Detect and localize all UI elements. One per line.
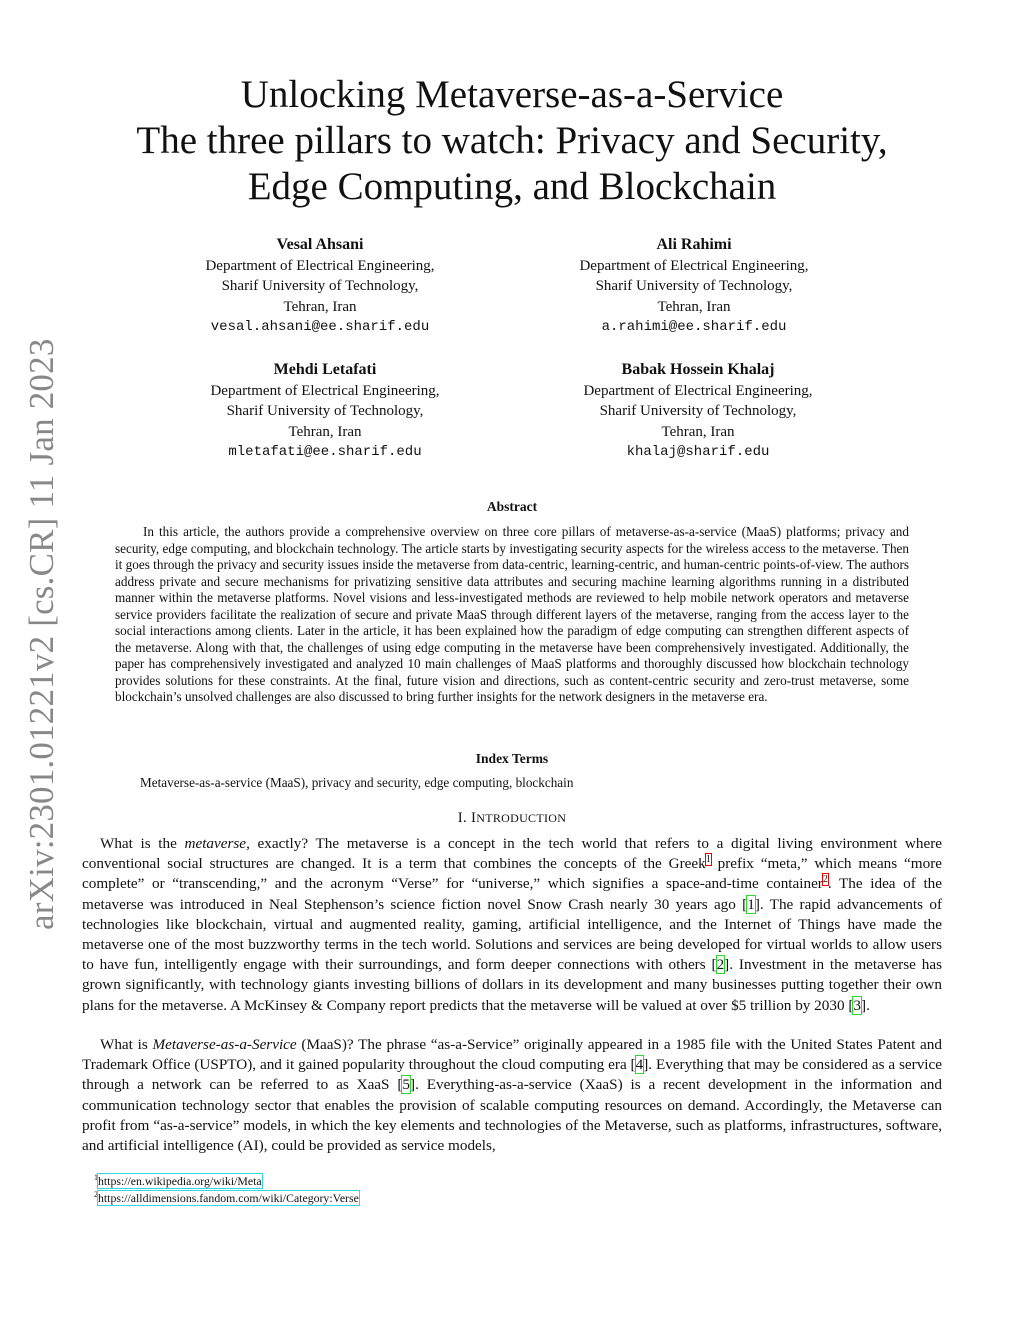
- author-department: Department of Electrical Engineering,: [205, 257, 435, 274]
- author-name: Babak Hossein Khalaj: [621, 361, 775, 378]
- text-run: ]. Investment in the metaverse has grown significantly, with technology giants investing billions of dollars in its development and many businesses putting together their own plans for the metaverse. A McKinsey & Company report predicts that the metaverse will be valued at over $5 trillion by 2030 [: [82, 956, 942, 1014]
- text-run: What is the: [100, 835, 185, 852]
- author-department: Department of Electrical Engineering,: [579, 257, 809, 274]
- abstract-text: In this article, the authors provide a comprehensive overview on three core pillars of metaverse-as-a-service (MaaS) platforms; privacy and security, edge computing, and blockchain technology. The article starts by investigating security aspects for the wireless access to the metaverse. Then it goes through the privacy and security issues inside the metaverse from data-centric, learning-centric, and human-centric points-of-view. The authors address private and secure mechanisms for privatizing sensitive data attributes and securing machine learning algorithms running in a distributed manner within the metaverse platforms. Novel visions and less-investigated methods are reviewed to help mobile network operators and metaverse service providers facilitate the realization of secure and private MaaS through different layers of the metaverse, ranging from the access layer to the social interactions among clients. Later in the article, it has been explained how the paradigm of edge computing can strengthen different aspects of the metaverse. Along with that, the challenges of using edge computing in the metaverse have been comprehensively investigated. Additionally, the paper has comprehensively investigated and analyzed 10 main challenges of MaaS platforms and thoroughly discussed how blockchain technology provides solutions for these constraints. At the final, future vision and directions, such as content-centric security and zero-trust metaverse, some blockchain’s unsolved challenges are also discussed to bring further insights for the network designers in the metaverse era.: [115, 524, 909, 705]
- author-university: Sharif University of Technology,: [226, 403, 424, 420]
- author-email: a.rahimi@ee.sharif.edu: [601, 319, 787, 336]
- author-university: Sharif University of Technology,: [595, 278, 793, 295]
- index-terms-heading: Index Terms: [475, 751, 549, 766]
- footnote-ref-link[interactable]: 2: [822, 874, 828, 886]
- author-city: Tehran, Iran: [288, 423, 362, 440]
- author-email: khalaj@sharif.edu: [626, 444, 770, 461]
- intro-paragraph: [82, 834, 942, 1016]
- footnote-number: 1: [94, 1173, 98, 1182]
- author-block: [518, 360, 878, 463]
- index-terms-text: Metaverse-as-a-service (MaaS), privacy and security, edge computing, blockchain: [140, 775, 574, 790]
- title-line: Edge Computing, and Blockchain: [247, 165, 777, 208]
- author-name: Vesal Ahsani: [276, 236, 364, 253]
- author-university: Sharif University of Technology,: [599, 403, 797, 420]
- footnote-url-link[interactable]: https://alldimensions.fandom.com/wiki/Category:Verse: [98, 1190, 359, 1205]
- footnote-url-link[interactable]: https://en.wikipedia.org/wiki/Meta: [98, 1173, 262, 1188]
- text-run: (MaaS)? The phrase “as-a-Service” originally appeared in a 1985 file with the United States Patent and Trademark Office (USPTO), and it gained popularity throughout the cloud computing era [: [82, 1036, 942, 1074]
- abstract-heading: Abstract: [486, 499, 538, 514]
- footnote-ref-link[interactable]: 1: [705, 854, 711, 866]
- arxiv-identifier-stamp: arXiv:2301.01221v2 [cs.CR] 11 Jan 2023: [22, 338, 61, 930]
- text-run: ]. The rapid advancements of technologies like blockchain, virtual and augmented reality, gaming, artificial intelligence, and the Internet of Things have made the metaverse one of the most buzzworthy terms in the tech world. Solutions and services are being developed for virtual worlds to allow users to have fun, intelligently engage with their surroundings, and form deeper connections with others [: [82, 895, 942, 974]
- text-run: What is: [100, 1036, 153, 1053]
- author-department: Department of Electrical Engineering,: [210, 382, 440, 399]
- footnote-number: 2: [94, 1190, 98, 1199]
- author-university: Sharif University of Technology,: [221, 278, 419, 295]
- section-title-initial: I: [471, 810, 477, 826]
- paper-title: [80, 72, 944, 210]
- citation-link[interactable]: 1: [747, 895, 755, 913]
- text-run: , exactly? The metaverse is a concept in the tech world that refers to a digital living environment where conventional social structures are changed. It is a term that combines the concepts of the Greek: [82, 835, 942, 873]
- footnote: [94, 1187, 359, 1206]
- intro-paragraph: [82, 1035, 942, 1156]
- title-line: The three pillars to watch: Privacy and Security,: [136, 119, 888, 162]
- section-heading: [0, 810, 1024, 827]
- citation-link[interactable]: 5: [402, 1076, 411, 1094]
- citation-link[interactable]: 2: [716, 956, 725, 974]
- author-city: Tehran, Iran: [661, 423, 735, 440]
- author-city: Tehran, Iran: [657, 298, 731, 315]
- author-department: Department of Electrical Engineering,: [583, 382, 813, 399]
- text-run: ].: [861, 996, 870, 1014]
- author-block: [140, 235, 500, 338]
- text-run: ]. Everything-as-a-service (XaaS) is a recent development in the information and communication technology sector that enables the provision of scalable computing resources on demand. Accordingly, the Metaverse can profit from “as-a-service” models, in which the key elements and technologies of the Metaverse, such as platforms, infrastructures, software, and artificial intelligence (AI), could be provided as service models,: [82, 1076, 942, 1155]
- emphasis: Metaverse-as-a-Service: [152, 1036, 297, 1053]
- title-line: Unlocking Metaverse-as-a-Service: [240, 73, 784, 116]
- author-city: Tehran, Iran: [283, 298, 357, 315]
- citation-link[interactable]: 4: [635, 1056, 644, 1074]
- author-block: [145, 360, 505, 463]
- author-email: vesal.ahsani@ee.sharif.edu: [210, 319, 430, 336]
- citation-link[interactable]: 3: [853, 996, 862, 1014]
- author-email: mletafati@ee.sharif.edu: [228, 444, 422, 461]
- author-block: [514, 235, 874, 338]
- author-name: Ali Rahimi: [656, 236, 732, 253]
- section-title-rest: NTRODUCTION: [476, 811, 567, 825]
- text-run: prefix “meta,” which means “more complete” or “transcending,” and the acronym “Verse” for “universe,” which signifies a space-and-time container: [82, 855, 943, 893]
- text-run: ]. Everything that may be considered as a service through a network can be referred to as XaaS [: [82, 1056, 942, 1094]
- section-number: I.: [457, 810, 468, 826]
- text-run: . The idea of the metaverse was introduced in Neal Stephenson’s science fiction novel Snow Crash nearly 30 years ago [: [82, 875, 942, 913]
- emphasis: metaverse: [184, 835, 247, 852]
- author-name: Mehdi Letafati: [273, 361, 377, 378]
